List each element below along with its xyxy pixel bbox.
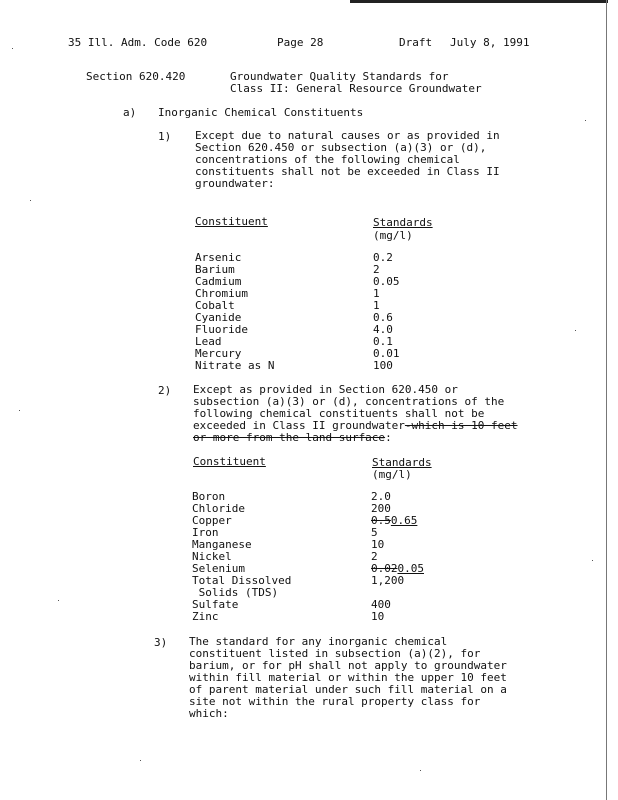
table2-value: 1,200 bbox=[371, 574, 405, 587]
header-page: Page 28 bbox=[277, 36, 324, 49]
table2-value: 10 bbox=[371, 538, 385, 551]
table2-name: Iron bbox=[192, 526, 219, 539]
table2-value: 2 bbox=[371, 550, 378, 563]
table2-name: Nickel bbox=[192, 550, 232, 563]
scan-speck bbox=[30, 200, 31, 201]
table2-name: Boron bbox=[192, 490, 226, 503]
table2-name: Manganese bbox=[192, 538, 252, 551]
table2-header-constituent: Constituent bbox=[193, 455, 266, 468]
subsection-a-marker: a) bbox=[123, 106, 137, 119]
table2-header-units: (mg/l) bbox=[372, 468, 412, 481]
table2-name: Zinc bbox=[192, 610, 219, 623]
table1-value: 0.01 bbox=[373, 347, 400, 360]
item2-line: subsection (a)(3) or (d), concentrations of the bbox=[193, 395, 505, 408]
subsection-a-title: Inorganic Chemical Constituents bbox=[158, 106, 364, 119]
scan-top-bar bbox=[350, 0, 608, 3]
item1-line: constituents shall not be exceeded in Class II bbox=[195, 165, 500, 178]
table2-value: 10 bbox=[371, 610, 385, 623]
item3-line: site not within the rural property class for bbox=[189, 695, 481, 708]
scan-speck bbox=[420, 770, 421, 771]
table1-value: 0.1 bbox=[373, 335, 393, 348]
item2-deleted-text: or more from the land surface bbox=[193, 431, 386, 444]
scan-speck bbox=[140, 760, 141, 761]
table1-name: Chromium bbox=[195, 287, 248, 300]
table2-name: Selenium bbox=[192, 562, 245, 575]
item1-line: Except due to natural causes or as provided in bbox=[195, 129, 500, 142]
table1-value: 0.05 bbox=[373, 275, 400, 288]
table1-header-standards: Standards bbox=[373, 216, 433, 229]
table2-name: Sulfate bbox=[192, 598, 239, 611]
deleted-value: 0.02 bbox=[371, 562, 398, 575]
section-title-line2: Class II: General Resource Groundwater bbox=[230, 82, 482, 95]
section-title-line1: Groundwater Quality Standards for bbox=[230, 70, 449, 83]
table2-header-standards: Standards bbox=[372, 456, 432, 469]
item3-line: which: bbox=[189, 707, 229, 720]
table1-name: Nitrate as N bbox=[195, 359, 275, 372]
header-code: 35 Ill. Adm. Code 620 bbox=[68, 36, 208, 49]
table1-value: 1 bbox=[373, 299, 380, 312]
table1-name: Barium bbox=[195, 263, 235, 276]
item3-line: constituent listed in subsection (a)(2), for bbox=[189, 647, 481, 660]
table2-name: Total Dissolved bbox=[192, 574, 292, 587]
table1-value: 100 bbox=[373, 359, 393, 372]
table1-name: Mercury bbox=[195, 347, 242, 360]
table2-name: Solids (TDS) bbox=[192, 586, 279, 599]
scan-speck bbox=[575, 330, 576, 331]
scan-right-edge bbox=[606, 0, 607, 800]
table1-name: Cadmium bbox=[195, 275, 242, 288]
item1-marker: 1) bbox=[158, 130, 172, 143]
table2-value: 400 bbox=[371, 598, 391, 611]
table1-value: 4.0 bbox=[373, 323, 393, 336]
section-number: Section 620.420 bbox=[86, 70, 186, 83]
table1-name: Fluoride bbox=[195, 323, 248, 336]
item1-line: concentrations of the following chemical bbox=[195, 153, 460, 166]
item2-colon: : bbox=[385, 431, 392, 444]
table1-name: Cobalt bbox=[195, 299, 235, 312]
table1-name: Arsenic bbox=[195, 251, 242, 264]
scan-speck bbox=[58, 600, 59, 601]
item2-kept-text: exceeded in Class II groundwater bbox=[193, 419, 405, 432]
item3-marker: 3) bbox=[154, 636, 168, 649]
inserted-value: 0.65 bbox=[390, 514, 418, 527]
item3-line: of parent material under such fill material on a bbox=[189, 683, 507, 696]
table2-value: 2.0 bbox=[371, 490, 391, 503]
table2-value bbox=[371, 515, 417, 527]
table1-header-units: (mg/l) bbox=[373, 229, 413, 242]
item1-line: Section 620.450 or subsection (a)(3) or (d), bbox=[195, 141, 487, 154]
table1-name: Lead bbox=[195, 335, 222, 348]
table1-value: 0.2 bbox=[373, 251, 393, 264]
item1-line: groundwater: bbox=[195, 177, 275, 190]
header-draft: Draft bbox=[399, 36, 433, 49]
item3-line: within fill material or within the upper 10 feet bbox=[189, 671, 507, 684]
table1-header-constituent: Constituent bbox=[195, 215, 268, 228]
item2-marker: 2) bbox=[158, 384, 172, 397]
item2-line bbox=[193, 432, 392, 444]
item2-line: following chemical constituents shall not be bbox=[193, 407, 485, 420]
scan-speck bbox=[585, 120, 586, 121]
scan-speck bbox=[19, 410, 20, 411]
inserted-value: 0.05 bbox=[397, 562, 424, 575]
item3-line: The standard for any inorganic chemical bbox=[189, 635, 448, 648]
table1-name: Cyanide bbox=[195, 311, 242, 324]
table1-value: 1 bbox=[373, 287, 380, 300]
item2-line: Except as provided in Section 620.450 or bbox=[193, 383, 458, 396]
table2-value: 200 bbox=[371, 502, 391, 515]
item3-line: barium, or for pH shall not apply to groundwater bbox=[189, 659, 507, 672]
table2-name: Chloride bbox=[192, 502, 245, 515]
item2-deleted-text: -which is 10 feet bbox=[404, 419, 518, 432]
header-date: July 8, 1991 bbox=[450, 36, 530, 49]
scan-speck bbox=[592, 560, 593, 561]
table2-name: Copper bbox=[192, 514, 232, 527]
table2-value: 5 bbox=[371, 526, 378, 539]
table1-value: 2 bbox=[373, 263, 380, 276]
table1-value: 0.6 bbox=[373, 311, 393, 324]
deleted-value: 0.5 bbox=[371, 514, 391, 527]
scan-speck bbox=[12, 48, 13, 49]
